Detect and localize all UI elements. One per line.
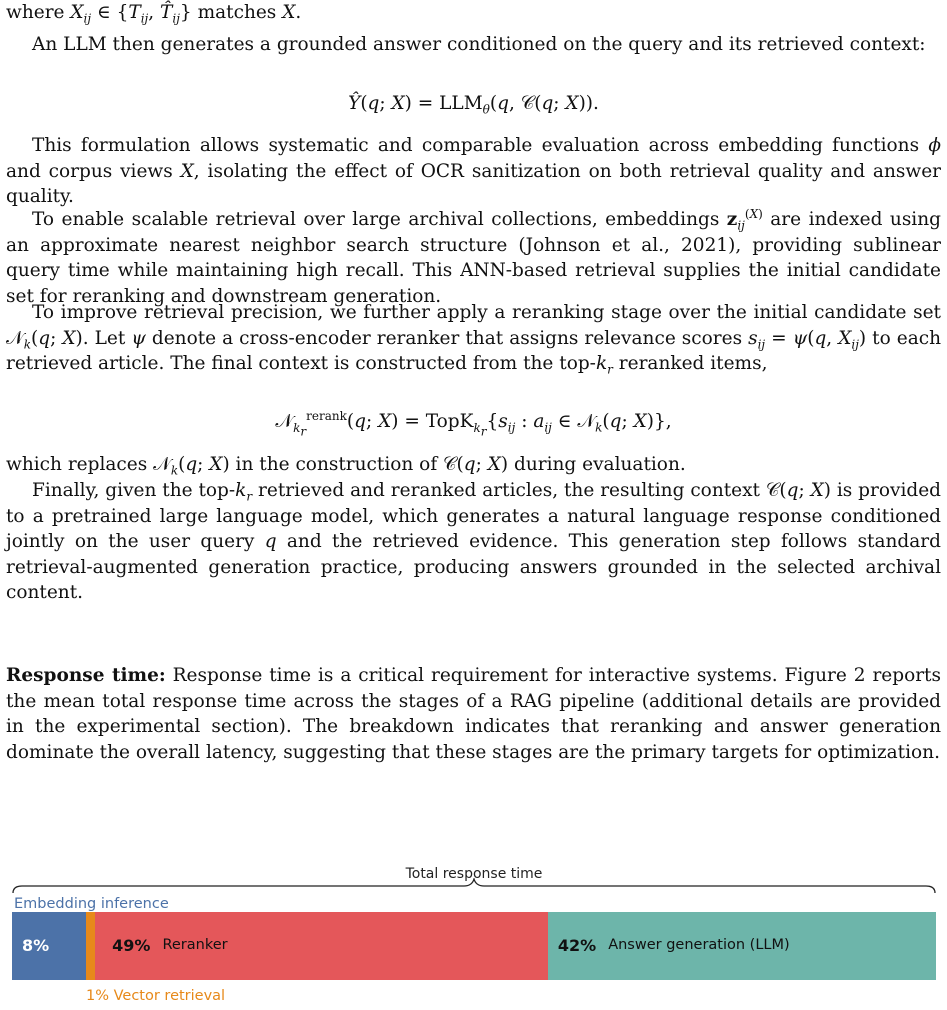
paragraph-generation: Finally, given the top-$k_r$ retrieved and reranked articles, the resulting context 𝒞(q; X) is provided to a pretrained large language model, which generates a natural language response conditioned jointly on the user query q and the retrieved evidence. This generation step follows standard retrieval-augmented generation practice, producing answers grounded in the selected archival content. [6,480,942,603]
segment-reranker [95,912,548,980]
paragraph-ann-retrieval: To enable scalable retrieval over large archival collections, embeddings $z_{ij}^{(X)}$ are indexed using an approximate nearest neighbor search structure (Johnson et al., 2021), providing sublinear query time while maintaining high recall. This ANN-based retrieval supplies the initial candidate set for reranking and downstream generation. [6,206,941,307]
run-in-heading: Response time: [6,665,166,686]
answer-generation-value: 42% [557,936,597,956]
equation-rerank: 𝒩$_{k_r}^{rerank}$(q; $X) = TopK_{k_r}\{s_{ij}$ : $a_{ij}$ ∈ 𝒩$_k$(q; X)}, [275,408,672,439]
response-time-body: Response time is a critical requirement for interactive systems. Figure 2 reports the mean total response time across the stages of a RAG pipeline (additional details are provided in the experimental section). The breakdown indicates that reranking and answer generation dominate the overall latency, suggesting that these stages are the primary targets for optimization. [6,665,941,763]
vector-retrieval-label: 1% Vector retrieval [86,988,226,1004]
paragraph-formulation: This formulation allows systematic and comparable evaluation across embedding functions ϕ and corpus views X, isolating the effect of OCR sanitization on both retrieval quality and answer quality. [6,135,941,207]
embedding-inference-label: Embedding inference [14,896,169,912]
paragraph-replaces: which replaces 𝒩$_k$(q; X) in the construction of 𝒞(q; X) during evaluation. [6,454,686,478]
equation-generation: Ŷ(q; $X) = LLM_\theta(q$, 𝒞(q; X)). [348,93,599,117]
reranker-value: 49% [112,936,151,956]
segment-vector-retrieval [86,912,95,980]
figure-response-time [12,858,936,1004]
embedding-inference-value: 8% [22,936,50,956]
paragraph-response-time [6,663,941,765]
segment-embedding-inference [12,912,86,980]
stacked-bar [12,912,936,980]
chart-title: Total response time [405,866,543,882]
paragraph-corpus-view: where $X_{ij}$ ∈ {$T_{ij}$, $T̂_{ij}$} matches X. [6,2,302,26]
segment-answer-generation [548,912,936,980]
answer-generation-label: Answer generation (LLM) [608,937,790,954]
paragraph-reranking: To improve retrieval precision, we further apply a reranking stage over the initial candidate set 𝒩$_k$(q; X). Let ψ denote a cross-encoder reranker that assigns relevance scores $s_{ij} = \psi(q$, $X_{ij}$) to each retrieved article. The final context is constructed from the top-$k_r$ reranked items, [6,302,942,377]
reranker-label: Reranker [162,937,228,954]
paragraph-llm-intro: An LLM then generates a grounded answer conditioned on the query and its retrieved context: [32,34,926,55]
